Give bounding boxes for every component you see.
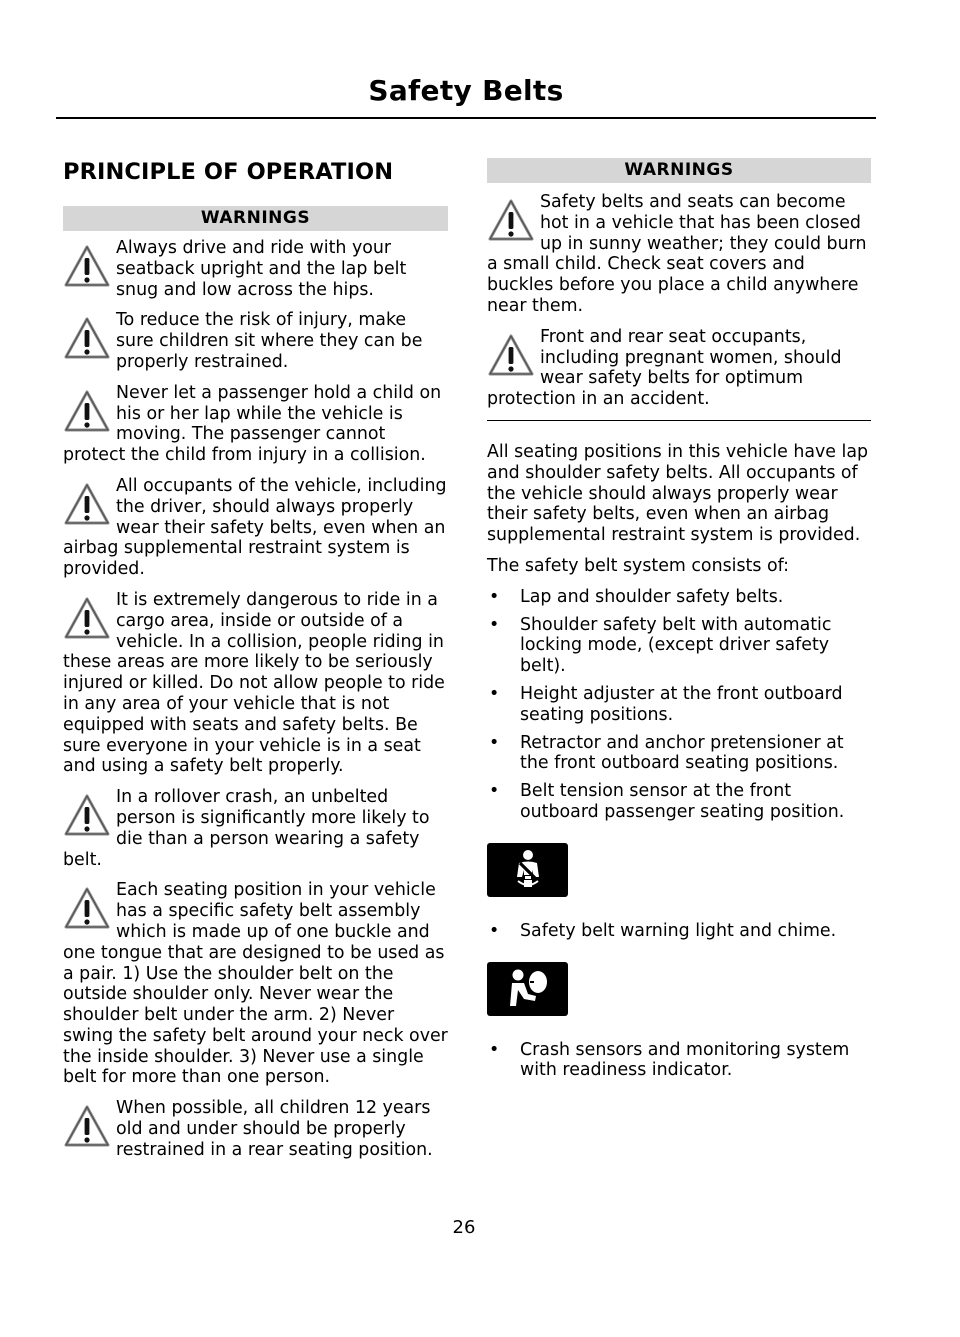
warnings-heading: WARNINGS (63, 206, 448, 231)
list-item: • Height adjuster at the front outboard seating positions. (487, 684, 871, 726)
warning-item (487, 327, 871, 410)
warning-triangle-icon (63, 316, 113, 364)
intro-paragraph: All seating positions in this vehicle have lap and shoulder safety belts. All occupants of the vehicle should always properly wear their safety belts, even when an airbag supplemental restraint system is provided. (487, 441, 869, 546)
page-header-title: Safety Belts (368, 74, 564, 107)
components-list (487, 587, 871, 823)
warning-triangle-icon (487, 333, 537, 381)
warning-triangle-icon (63, 596, 113, 644)
warning-triangle-icon (63, 482, 113, 530)
warning-item (63, 238, 448, 300)
warning-text: All occupants of the vehicle, including the driver, should always properly wear their safety belts, even when an airbag supplemental restraint system is provided. (63, 475, 447, 580)
warning-text: Always drive and ride with your seatback upright and the lap belt snug and low across the hips. (116, 238, 407, 300)
warning-triangle-icon (63, 244, 113, 292)
system-intro: The safety belt system consists of: (487, 555, 789, 576)
warning-item (63, 787, 448, 870)
warning-text: To reduce the risk of injury, make sure children sit where they can be properly restrained. (116, 310, 423, 372)
list-item: • Crash sensors and monitoring system with readiness indicator. (487, 1040, 871, 1082)
list-item: • Shoulder safety belt with automatic locking mode, (except driver safety belt). (487, 615, 871, 677)
warning-item (63, 383, 448, 466)
list-item: • Lap and shoulder safety belts. (487, 587, 871, 608)
warning-text: Safety belts and seats can become hot in a vehicle that has been closed up in sunny weather; they could burn a small child. Check seat covers and buckles before you place a child anywhere near them. (487, 192, 867, 316)
page-number: 26 (452, 1217, 476, 1238)
warning-text: Front and rear seat occupants, including pregnant women, should wear safety belts for optimum protection in an accident. (487, 326, 842, 410)
list-item: • Safety belt warning light and chime. (487, 921, 871, 942)
left-column (63, 150, 448, 1171)
warning-text: Never let a passenger hold a child on his or her lap while the vehicle is moving. The passenger cannot protect the child from injury in a collision. (63, 382, 442, 466)
warnings-end-rule (487, 420, 871, 421)
warning-triangle-icon (487, 198, 537, 246)
warning-item (63, 1098, 448, 1160)
warning-item (63, 590, 448, 777)
header-rule (56, 117, 876, 119)
warning-text: When possible, all children 12 years old and under should be properly restrained in a rear seating position. (116, 1098, 433, 1160)
warnings-heading: WARNINGS (487, 158, 871, 183)
safety-belt-warning-light-icon (487, 843, 568, 897)
crash-sensor-list (487, 1040, 871, 1082)
list-item: • Belt tension sensor at the front outboard passenger seating position. (487, 781, 871, 823)
section-title: PRINCIPLE OF OPERATION (63, 159, 394, 185)
warning-item (63, 310, 448, 372)
warning-item (63, 880, 448, 1088)
right-column (487, 158, 871, 1088)
warning-text: It is extremely dangerous to ride in a cargo area, inside or outside of a vehicle. In a collision, people riding in these areas are more likely to be seriously injured or killed. Do not allow people to ride in any area of your vehicle that is not equipped with seats and safety belts. Be sure everyone in your vehicle is in a seat and using a safety belt properly. (63, 589, 445, 777)
warning-triangle-icon (63, 886, 113, 934)
belt-light-list (487, 921, 871, 942)
warning-triangle-icon (63, 389, 113, 437)
warning-triangle-icon (63, 793, 113, 841)
airbag-readiness-indicator-icon (487, 962, 568, 1016)
list-item: • Retractor and anchor pretensioner at the front outboard seating positions. (487, 733, 871, 775)
warning-item (487, 192, 871, 317)
warning-text: In a rollover crash, an unbelted person is significantly more likely to die than a person wearing a safety belt. (63, 787, 430, 870)
warning-text: Each seating position in your vehicle has a specific safety belt assembly which is made up of one buckle and one tongue that are designed to be used as a pair. 1) Use the shoulder belt on the outside shoulder only. Never wear the shoulder belt under the arm. 2) Never swing the safety belt around your neck over the inside shoulder. 3) Never use a single belt for more than one person. (63, 880, 448, 1088)
warning-item (63, 476, 448, 580)
warning-triangle-icon (63, 1104, 113, 1152)
